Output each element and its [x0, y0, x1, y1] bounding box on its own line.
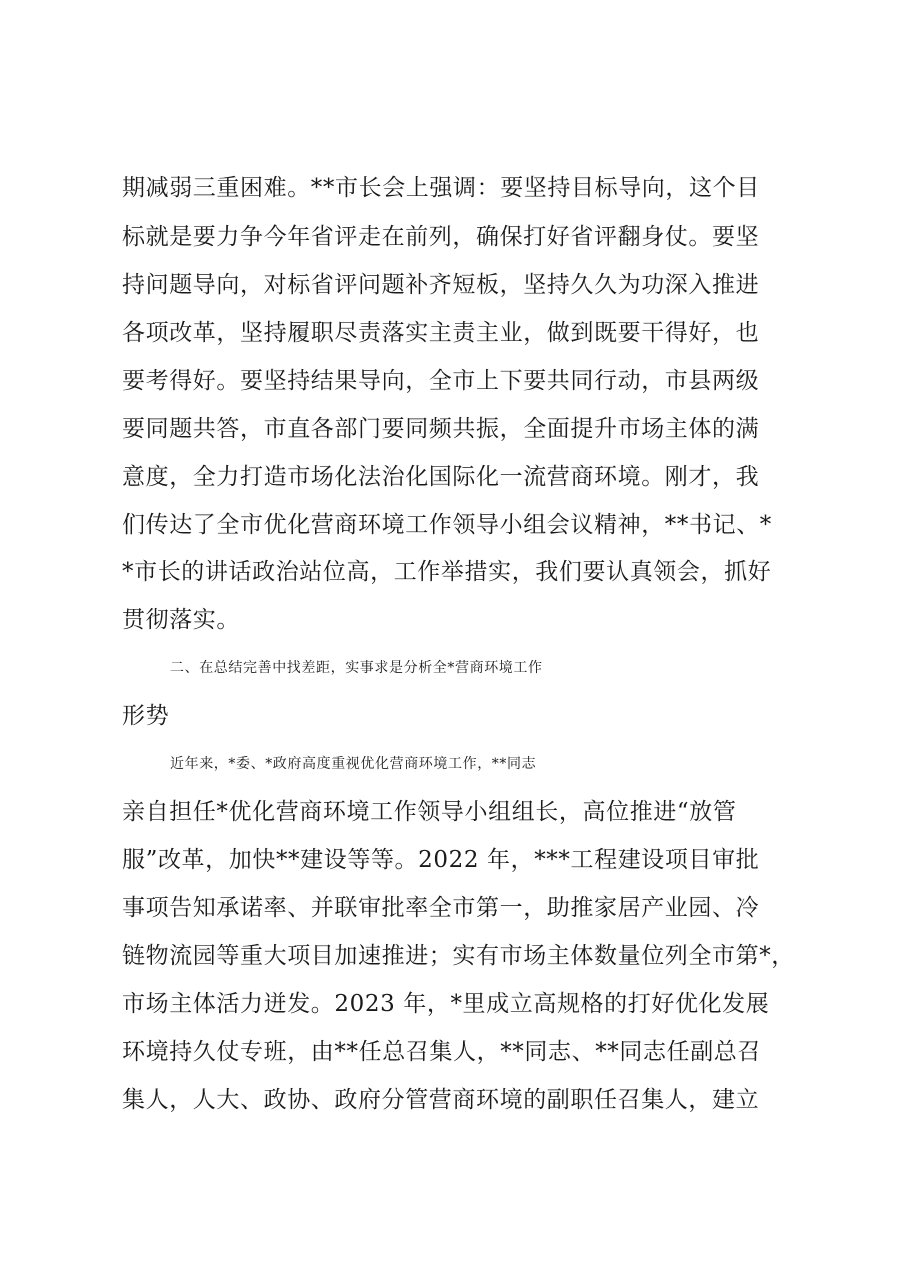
paragraph-line-5: 要考得好。要坚持结果导向，全市上下要共同行动，市县两级 [122, 368, 760, 394]
paragraph-line-16: 市场主体活力迸发。2023 年，*里成立高规格的打好优化发展 [122, 991, 770, 1017]
paragraph-line-10: 贯彻落实。 [122, 607, 240, 633]
paragraph-line-13: 服”改革，加快**建设等等。2022 年，***工程建设项目审批 [122, 847, 760, 873]
section-heading-line-2: 形势 [122, 703, 170, 729]
paragraph-line-1: 期减弱三重困难。**市长会上强调：要坚持目标导向，这个目 [122, 175, 760, 201]
paragraph-line-11: 近年来，*委、*政府高度重视优化营商环境工作，**同志 [170, 756, 537, 772]
paragraph-line-12: 亲自担任*优化营商环境工作领导小组组长，高位推进“放管 [122, 799, 737, 825]
paragraph-line-14: 事项告知承诺率、并联审批率全市第一，助推家居产业园、冷 [122, 895, 760, 921]
paragraph-line-8: 们传达了全市优化营商环境工作领导小组会议精神，**书记、* [122, 512, 772, 538]
paragraph-line-9: *市长的讲话政治站位高，工作举措实，我们要认真领会，抓好 [122, 559, 772, 585]
section-heading-line-1: 二、在总结完善中找差距，实事求是分析全*营商环境工作 [170, 660, 543, 676]
paragraph-line-18: 集人，人大、政协、政府分管营商环境的副职任召集人，建立 [122, 1087, 760, 1113]
paragraph-line-7: 意度，全力打造市场化法治化国际化一流营商环境。刚才，我 [122, 464, 760, 490]
paragraph-line-17: 环境持久仗专班，由**任总召集人，**同志、**同志任副总召 [122, 1039, 761, 1065]
paragraph-line-2: 标就是要力争今年省评走在前列，确保打好省评翻身仗。要坚 [122, 224, 760, 250]
paragraph-line-15: 链物流园等重大项目加速推进；实有市场主体数量位列全市第*， [122, 943, 795, 969]
paragraph-line-3: 持问题导向，对标省评问题补齐短板，坚持久久为功深入推进 [122, 272, 760, 298]
paragraph-line-6: 要同题共答，市直各部门要同频共振，全面提升市场主体的满 [122, 416, 760, 442]
paragraph-line-4: 各项改革，坚持履职尽责落实主责主业，做到既要干得好，也 [122, 320, 760, 346]
